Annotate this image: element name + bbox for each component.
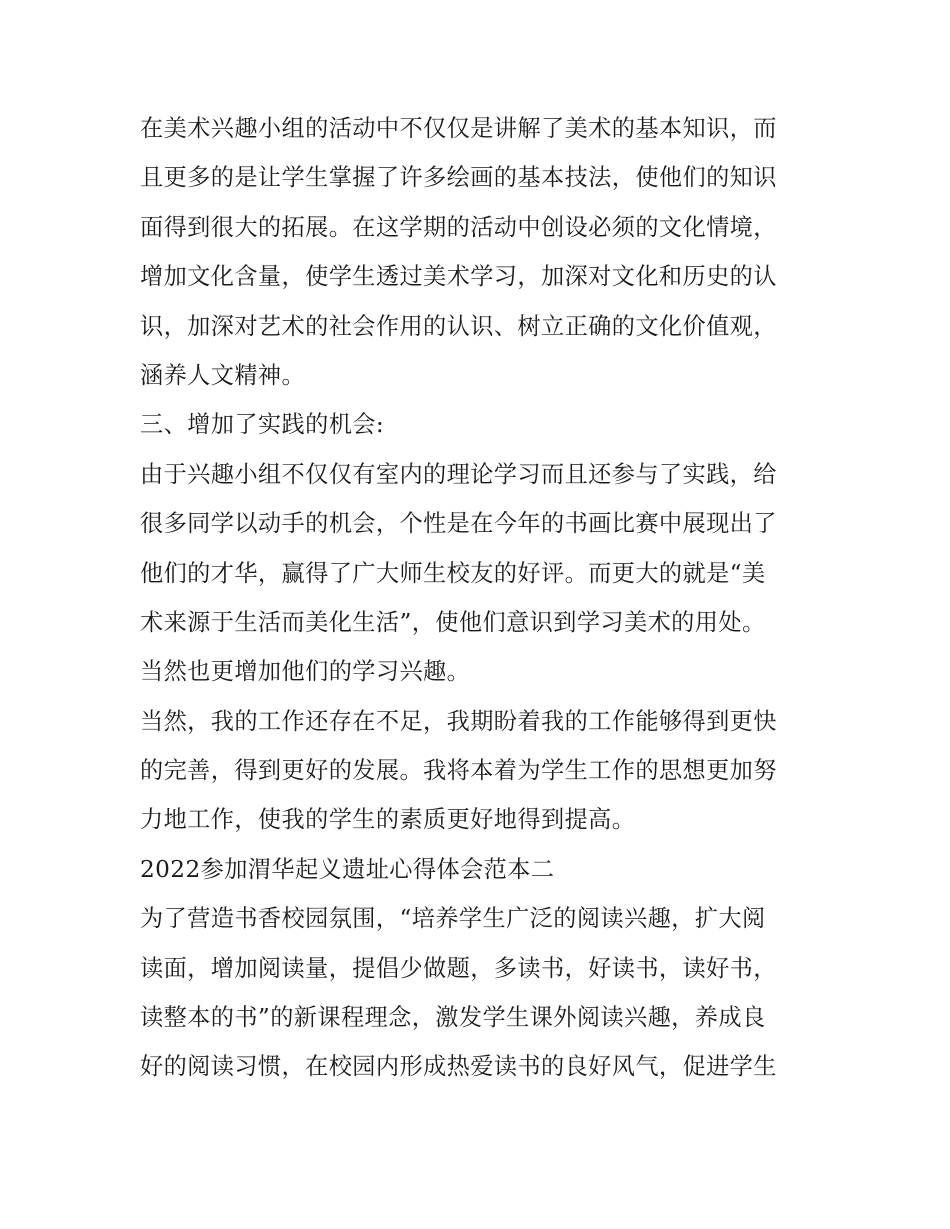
text-line: 在美术兴趣小组的活动中不仅仅是讲解了美术的基本知识，而: [140, 115, 777, 142]
text-line: 且更多的是让学生掌握了许多绘画的基本技法，使他们的知识: [140, 164, 777, 192]
document-subtitle: 2022参加渭华起义遗址心得体会范本二: [140, 855, 555, 883]
text-line: 读面，增加阅读量，提倡少做题，多读书，好读书，读好书，: [140, 954, 777, 982]
text-line: 增加文化含量，使学生透过美术学习，加深对文化和历史的认: [140, 263, 777, 291]
text-line: 好的阅读习惯，在校园内形成热爱读书的良好风气，促进学生: [140, 1053, 777, 1081]
text-line: 涵养人文精神。: [140, 361, 306, 389]
text-line: 为了营造书香校园氛围，“培养学生广泛的阅读兴趣，扩大阅: [140, 905, 766, 933]
text-line: 识，加深对艺术的社会作用的认识、树立正确的文化价值观，: [140, 312, 777, 340]
section-heading: 三、增加了实践的机会:: [140, 411, 385, 439]
text-line: 他们的才华，赢得了广大师生校友的好评。而更大的就是“美: [140, 559, 766, 587]
text-line: 很多同学以动手的机会，个性是在今年的书画比赛中展现出了: [140, 510, 777, 538]
text-line: 力地工作，使我的学生的素质更好地得到提高。: [140, 806, 636, 834]
document-body: [140, 104, 820, 1092]
text-line: 由于兴趣小组不仅仅有室内的理论学习而且还参与了实践，给: [140, 460, 777, 488]
text-line: 当然，我的工作还存在不足，我期盼着我的工作能够得到更快: [140, 707, 777, 735]
text-line: 面得到很大的拓展。在这学期的活动中创设必须的文化情境，: [140, 213, 777, 241]
text-line: 当然也更增加他们的学习兴趣。: [140, 658, 471, 686]
text-line: 的完善，得到更好的发展。我将本着为学生工作的思想更加努: [140, 757, 777, 785]
text-line: 术来源于生活而美化生活”，使他们意识到学习美术的用处。: [140, 608, 766, 636]
text-line: 读整本的书”的新课程理念，激发学生课外阅读兴趣，养成良: [140, 1004, 766, 1032]
